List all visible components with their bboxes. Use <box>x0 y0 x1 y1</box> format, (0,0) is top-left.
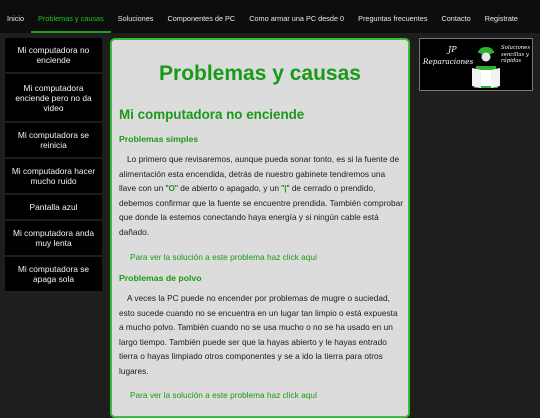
sidebar-item-muy-lenta[interactable]: Mi computadora anda muy lenta <box>5 221 102 255</box>
subsection-heading-simples: Problemas simples <box>119 134 199 144</box>
site-logo[interactable] <box>419 38 533 91</box>
section-title: Mi computadora no enciende <box>119 107 305 122</box>
nav-registrate[interactable]: Registrate <box>484 14 518 23</box>
main-content <box>110 38 410 418</box>
sidebar-item-mucho-ruido[interactable]: Mi computadora hacer mucho ruido <box>5 159 102 193</box>
sidebar-item-se-reinicia[interactable]: Mi computadora se reinicia <box>5 123 102 157</box>
nav-inicio[interactable]: Inicio <box>7 14 25 23</box>
sidebar-item-no-enciende[interactable]: Mi computadora no enciende <box>5 38 102 72</box>
logo-name: Reparaciones <box>423 57 474 66</box>
sidebar-item-no-da-video[interactable]: Mi computadora enciende pero no da video <box>5 74 102 121</box>
technician-icon <box>472 44 500 88</box>
nav-problemas-y-causas[interactable]: Problemas y causas <box>31 0 111 33</box>
solution-link-polvo[interactable]: Para ver la solución a este problema haz click aquí <box>130 390 318 400</box>
solution-link-simples[interactable]: Para ver la solución a este problema haz click aquí <box>130 252 318 262</box>
subsection-heading-polvo: Problemas de polvo <box>119 273 202 283</box>
logo-initials: JP <box>448 45 457 54</box>
nav-soluciones[interactable]: Soluciones <box>117 14 154 23</box>
sidebar <box>5 38 102 293</box>
nav-como-armar-una-pc[interactable]: Como armar una PC desde 0 <box>249 14 345 23</box>
nav-contacto[interactable]: Contacto <box>441 14 471 23</box>
logo-tagline: Soluciones sencillas y rápidas <box>501 45 531 64</box>
nav-preguntas-frecuentes[interactable]: Preguntas frecuentes <box>358 14 428 23</box>
top-navigation <box>0 0 540 33</box>
sidebar-item-pantalla-azul[interactable]: Pantalla azul <box>5 195 102 219</box>
paragraph-simples: Lo primero que revisaremos, aunque pueda sonar tonto, es si la fuente de alimentación esta encendida, detrás de nuestro gabinete tendremos una llave con un "O" de abierto o apagado, y un "|" de cerrado o prendido, debemos confirmar que la fuente se encuentre prendida. También comprobar que donde la estemos conectando haya energía y si ningún cable está dañado. <box>119 154 403 237</box>
sidebar-item-se-apaga-sola[interactable]: Mi computadora se apaga sola <box>5 257 102 291</box>
paragraph-polvo: A veces la PC puede no encender por problemas de mugre o suciedad, esto sucede cuando no se encuentra en un lugar tan limpio o está expuesta a mucho polvo. También cuando no se usa mucho o no se ha usado en un largo tiempo. También puede ser que la hayas abierto y le hayas entrado tierra o hayas limpiado otros componentes y se a ido la tierra para otros lugares. <box>119 293 398 376</box>
page-title: Problemas y causas <box>159 62 361 85</box>
nav-componentes-de-pc[interactable]: Componentes de PC <box>167 14 236 23</box>
